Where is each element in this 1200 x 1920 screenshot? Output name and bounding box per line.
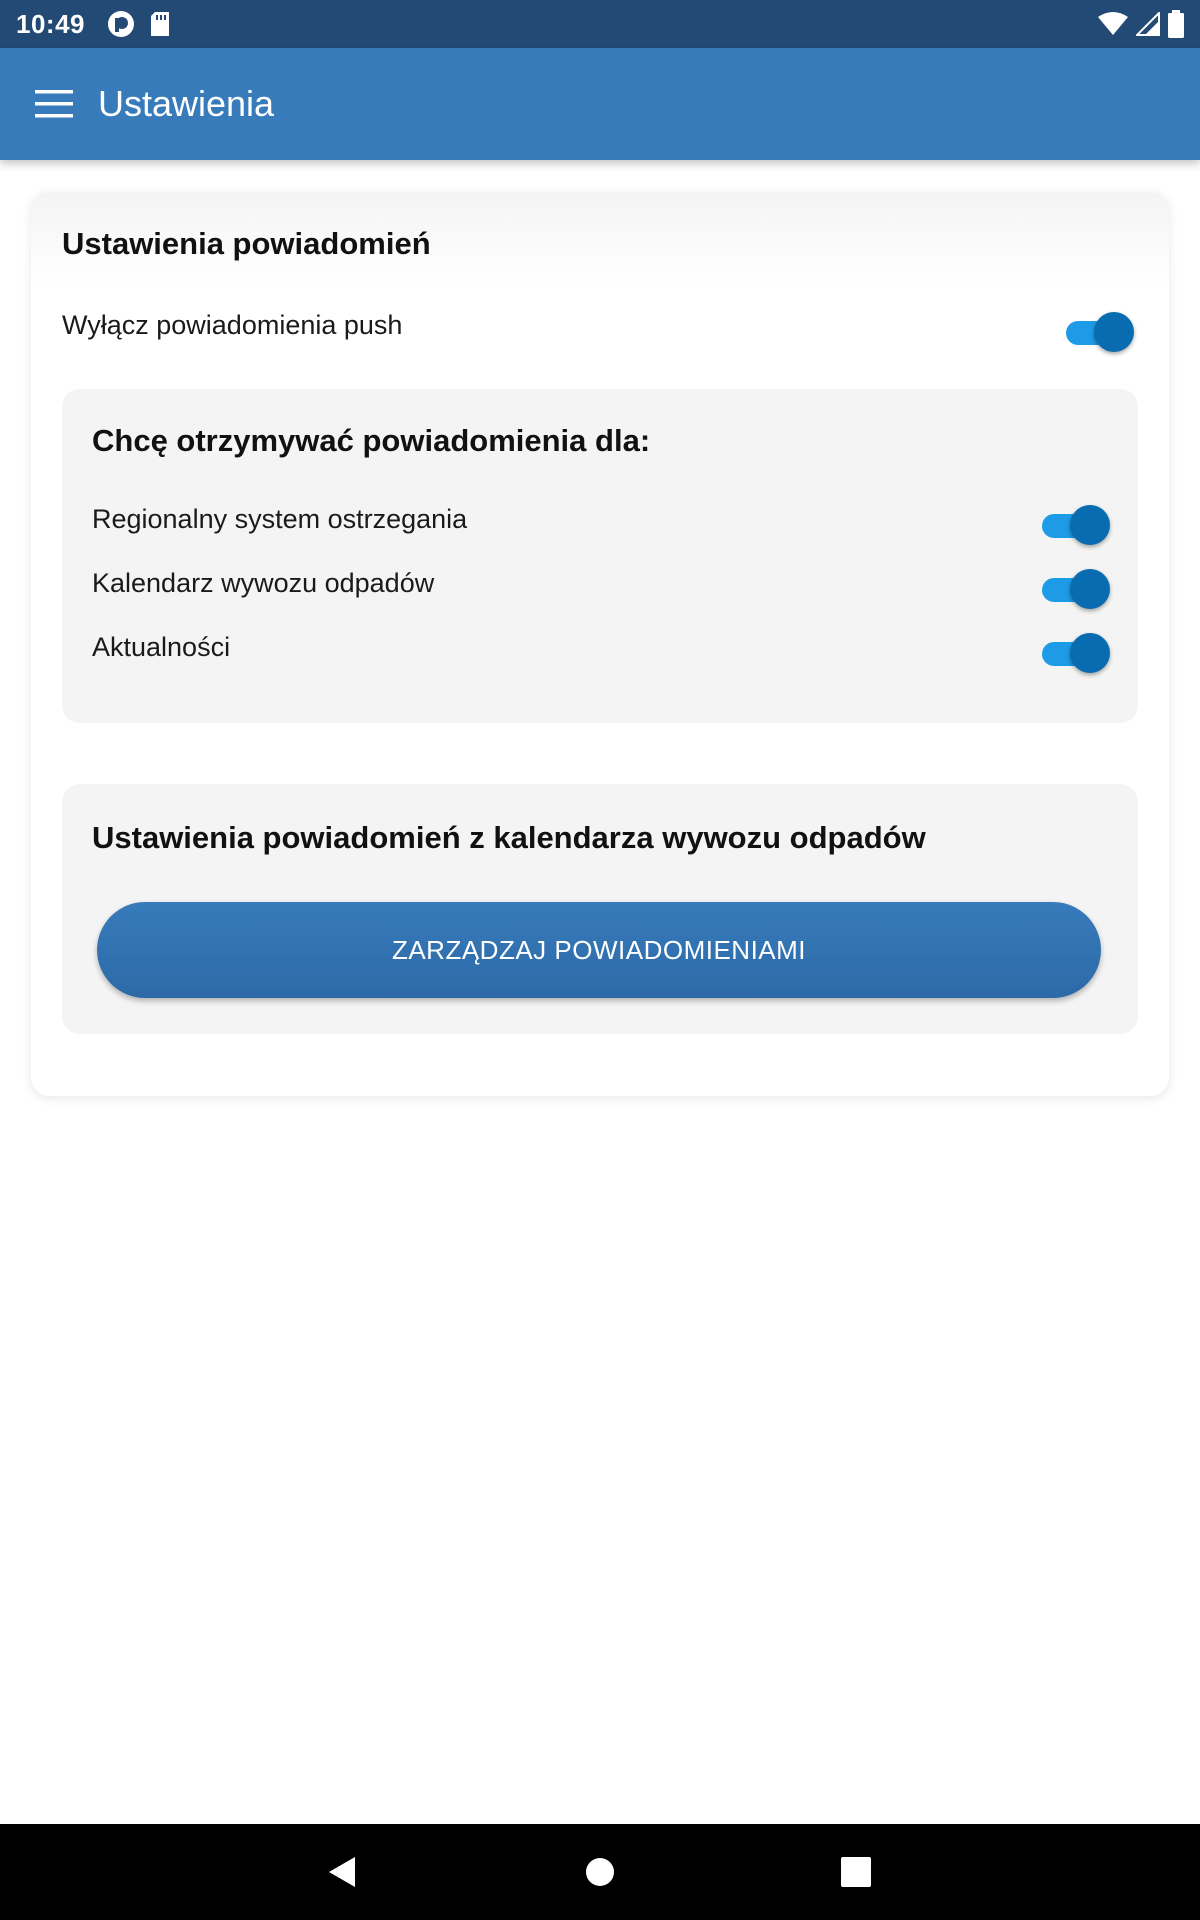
wifi-icon [1098,12,1128,36]
app-bar [0,48,1200,160]
push-toggle-label: Wyłącz powiadomienia push [62,310,403,340]
subscription-label-waste-calendar: Kalendarz wywozu odpadów [92,568,435,598]
subscription-switch-waste-calendar[interactable] [1042,567,1108,611]
manage-notifications-button[interactable]: ZARZĄDZAJ POWIADOMIENIAMI [97,902,1101,998]
card-title: Ustawienia powiadomień [62,226,431,261]
status-time: 10:49 [16,8,85,39]
waste-calendar-title: Ustawienia powiadomień z kalendarza wywozu odpadów [92,820,926,855]
subscription-label-warning-system: Regionalny system ostrzegania [92,504,468,534]
home-icon[interactable] [578,1850,622,1894]
waste-calendar-panel [62,784,1138,1034]
switch-thumb [1070,633,1110,673]
switch-thumb [1070,505,1110,545]
subscription-switch-news[interactable] [1042,631,1108,675]
subscriptions-panel [62,389,1138,723]
battery-icon [1168,10,1184,38]
cell-signal-icon [1136,12,1160,36]
page-title: Ustawienia [98,83,275,124]
subscription-label-news: Aktualności [92,632,231,662]
pocket-casts-icon [107,10,135,38]
switch-thumb [1070,569,1110,609]
back-icon[interactable] [320,1850,364,1894]
notification-settings-card [31,192,1169,1096]
push-toggle-switch[interactable] [1066,310,1132,354]
subscription-switch-warning-system[interactable] [1042,503,1108,547]
subscriptions-title: Chcę otrzymywać powiadomienia dla: [92,423,651,458]
sd-card-icon [149,11,171,37]
system-nav-bar [0,1824,1200,1920]
switch-thumb [1094,312,1134,352]
status-bar [0,0,1200,48]
hamburger-menu-icon[interactable] [34,84,74,124]
recents-icon[interactable] [834,1850,878,1894]
